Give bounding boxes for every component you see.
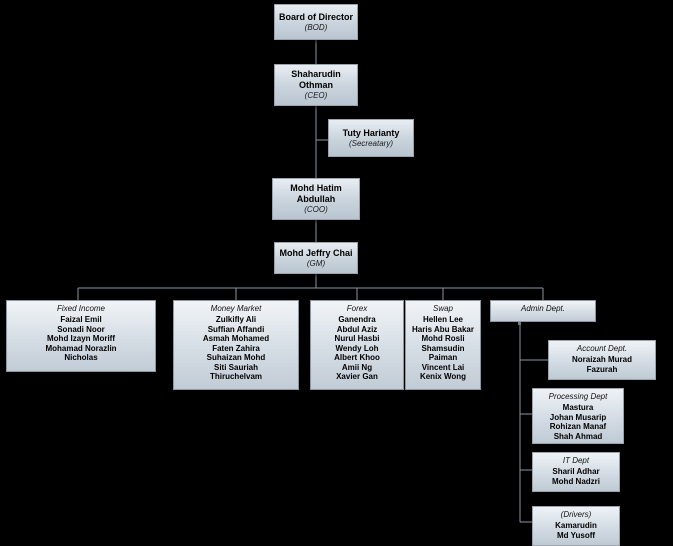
group-label: (Drivers) <box>560 510 592 519</box>
node-subtitle: (CEO) <box>304 91 328 100</box>
node-title: Mohd Hatim Abdullah <box>290 183 342 204</box>
member-name: Mohd Nadzri <box>552 476 600 486</box>
member-name: Nicholas <box>64 353 98 362</box>
member-name: Md Yusoff <box>556 530 596 540</box>
group-drivers[interactable] <box>532 506 620 546</box>
member-name: Rohizan Manaf <box>549 422 607 431</box>
group-label: Admin Dept. <box>520 304 566 313</box>
member-name: Siti Sauriah <box>213 362 258 372</box>
member-name: Johan Musarip <box>549 412 607 422</box>
group-label: Account Dept. <box>576 344 628 353</box>
member-name: Noraizah Murad <box>571 355 632 364</box>
group-label: Processing Dept <box>548 392 608 401</box>
member-name: Faten Zahira <box>212 343 260 353</box>
member-name: Sonadi Noor <box>57 324 105 334</box>
group-members <box>533 520 619 542</box>
node-secretary[interactable] <box>328 119 414 157</box>
node-subtitle: (BOD) <box>304 22 328 32</box>
group-members <box>311 314 403 384</box>
member-name: Mohamad Norazlin <box>45 343 117 353</box>
member-name: Thiruchelvam <box>209 372 262 381</box>
group-label: Money Market <box>210 304 262 313</box>
member-name: Hellen Lee <box>422 315 463 324</box>
member-name: Mohd Rosli <box>421 334 465 343</box>
member-name: Kamarudin <box>555 521 597 530</box>
member-name: Ganendra <box>338 315 376 324</box>
member-name: Suffian Affandi <box>207 324 265 334</box>
group-members <box>533 402 623 443</box>
group-label: IT Dept <box>562 456 590 465</box>
group-members <box>406 314 480 384</box>
node-title: Board of Director <box>278 11 353 22</box>
node-title: Shaharudin Othman <box>291 69 341 90</box>
group-members <box>174 314 298 384</box>
group-label: Swap <box>432 304 453 313</box>
group-members <box>533 466 619 488</box>
node-board-of-director[interactable] <box>274 4 358 40</box>
node-ceo[interactable] <box>274 64 358 106</box>
node-subtitle: (GM) <box>306 258 326 268</box>
node-coo[interactable] <box>272 178 360 220</box>
node-subtitle: (Secreatary) <box>348 138 393 148</box>
member-name: Albert Khoo <box>334 353 380 362</box>
group-money-market[interactable] <box>173 300 299 390</box>
member-name: Suhaizan Mohd <box>206 353 266 362</box>
group-members <box>7 314 155 365</box>
member-name: Sharil Adhar <box>552 467 600 476</box>
member-name: Asmah Mohamed <box>202 334 270 343</box>
member-name: Shamsudin <box>421 343 465 353</box>
group-account-dept[interactable] <box>548 340 656 380</box>
member-name: Kenix Wong <box>419 372 467 381</box>
member-name: Shah Ahmad <box>553 431 603 441</box>
member-name: Mastura <box>562 403 594 412</box>
member-name: Abdul Aziz <box>336 324 378 334</box>
member-name: Xavier Gan <box>336 372 378 381</box>
member-name: Mohd Izayn Moriff <box>47 334 115 343</box>
node-gm[interactable] <box>274 242 358 274</box>
member-name: Nurul Hasbi <box>334 334 380 343</box>
member-name: Vincent Lai <box>421 362 465 372</box>
group-forex[interactable] <box>310 300 404 390</box>
node-title: Tuty Harianty <box>342 127 400 138</box>
group-admin-dept[interactable] <box>490 300 596 322</box>
group-label: Forex <box>346 304 368 313</box>
group-label: Fixed Income <box>56 304 106 313</box>
node-title: Mohd Jeffry Chai <box>279 247 353 258</box>
group-fixed-income[interactable] <box>6 300 156 372</box>
node-subtitle: (COO) <box>304 205 328 214</box>
member-name: Zulkifly Ali <box>215 315 257 324</box>
group-members <box>549 354 655 376</box>
member-name: Wendy Loh <box>335 343 379 353</box>
member-name: Amii Ng <box>341 362 373 372</box>
group-processing-dept[interactable] <box>532 388 624 444</box>
group-it-dept[interactable] <box>532 452 620 492</box>
member-name: Paiman <box>428 353 458 362</box>
member-name: Haris Abu Bakar <box>412 324 474 334</box>
admin-connector-marker <box>518 322 521 325</box>
member-name: Fazurah <box>586 364 618 374</box>
group-swap[interactable] <box>405 300 481 390</box>
member-name: Faizal Emil <box>60 315 102 324</box>
